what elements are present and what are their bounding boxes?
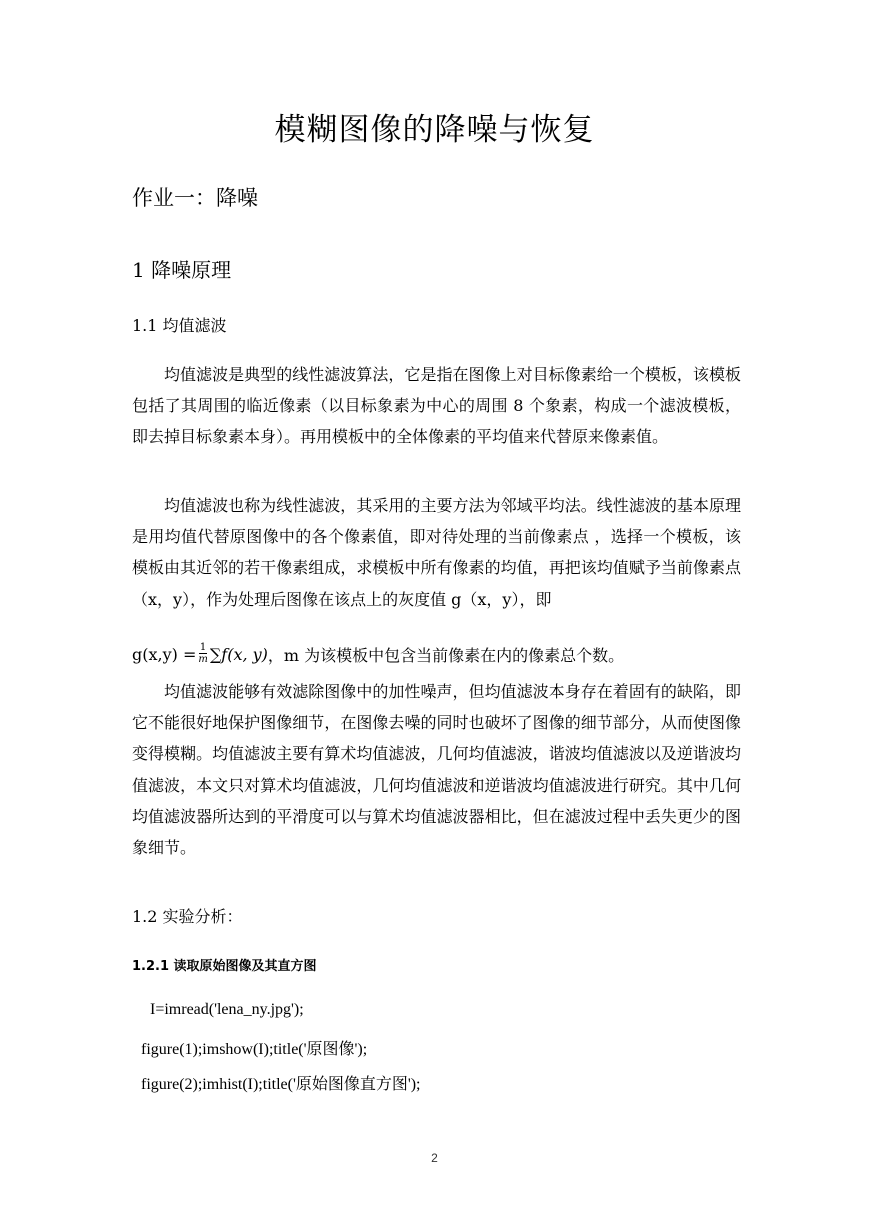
formula-lhs: g(x,y) = <box>132 644 197 664</box>
fraction-denominator: m <box>198 653 208 665</box>
section-heading-1-2: 1.2 实验分析： <box>132 907 243 926</box>
formula-description: ，m 为该模板中包含当前像素在内的像素总个数。 <box>267 645 625 665</box>
assignment-heading: 作业一：降噪 <box>132 186 258 210</box>
section-heading-1-1: 1.1 均值滤波 <box>132 316 227 335</box>
paragraph-2-text: 均值滤波也称为线性滤波，其采用的主要方法为邻域平均法。线性滤波的基本原理是用均值代替原图像中的各个像素值，即对待处理的当前像素点 ，选择一个模板，该模板由其近邻的若干像素组成，求模板中所有像素的均值，再把该均值赋予当前像素点（x，y），作为处理后图像在该点上的灰度值 g（x，y），即 <box>132 496 741 609</box>
page-number: 2 <box>431 1151 438 1165</box>
paragraph-3-text: 均值滤波能够有效滤除图像中的加性噪声，但均值滤波本身存在着固有的缺陷，即它不能很好地保护图像细节，在图像去噪的同时也破坏了图像的细节部分，从而使图像变得模糊。均值滤波主要有算术均值滤波，几何均值滤波，谐波均值滤波以及逆谐波均值滤波，本文只对算术均值滤波，几何均值滤波和逆谐波均值滤波进行研究。其中几何均值滤波器所达到的平滑度可以与算术均值滤波器相比，但在滤波过程中丢失更少的图象细节。 <box>132 682 741 858</box>
code-line-1: I=imread('lena_ny.jpg'); <box>150 1001 304 1018</box>
section-heading-1-2-1: 1.2.1 读取原始图像及其直方图 <box>132 959 317 974</box>
paragraph-mean-filter-drawbacks <box>132 676 741 863</box>
paragraph-linear-filter <box>132 490 741 615</box>
code-line-2: figure(1);imshow(I);title('原图像'); <box>141 1041 368 1058</box>
fraction-numerator: 1 <box>199 641 207 653</box>
paragraph-mean-filter-intro <box>132 359 741 453</box>
paragraph-1-text: 均值滤波是典型的线性滤波算法，它是指在图像上对目标像素给一个模板，该模板包括了其周围的临近像素（以目标象素为中心的周围 8 个象素，构成一个滤波模板，即去掉目标象素本身）。再用模板中的全体像素的平均值来代替原来像素值。 <box>132 365 741 447</box>
mean-formula <box>132 643 268 666</box>
code-line-3: figure(2);imhist(I);title('原始图像直方图'); <box>141 1076 421 1093</box>
formula-fraction <box>198 642 207 665</box>
document-title: 模糊图像的降噪与恢复 <box>274 112 595 148</box>
summation-symbol: ∑ <box>209 644 222 664</box>
formula-function: f(x, y) <box>221 644 268 664</box>
section-heading-1: 1 降噪原理 <box>132 258 232 282</box>
formula-line <box>132 634 741 674</box>
